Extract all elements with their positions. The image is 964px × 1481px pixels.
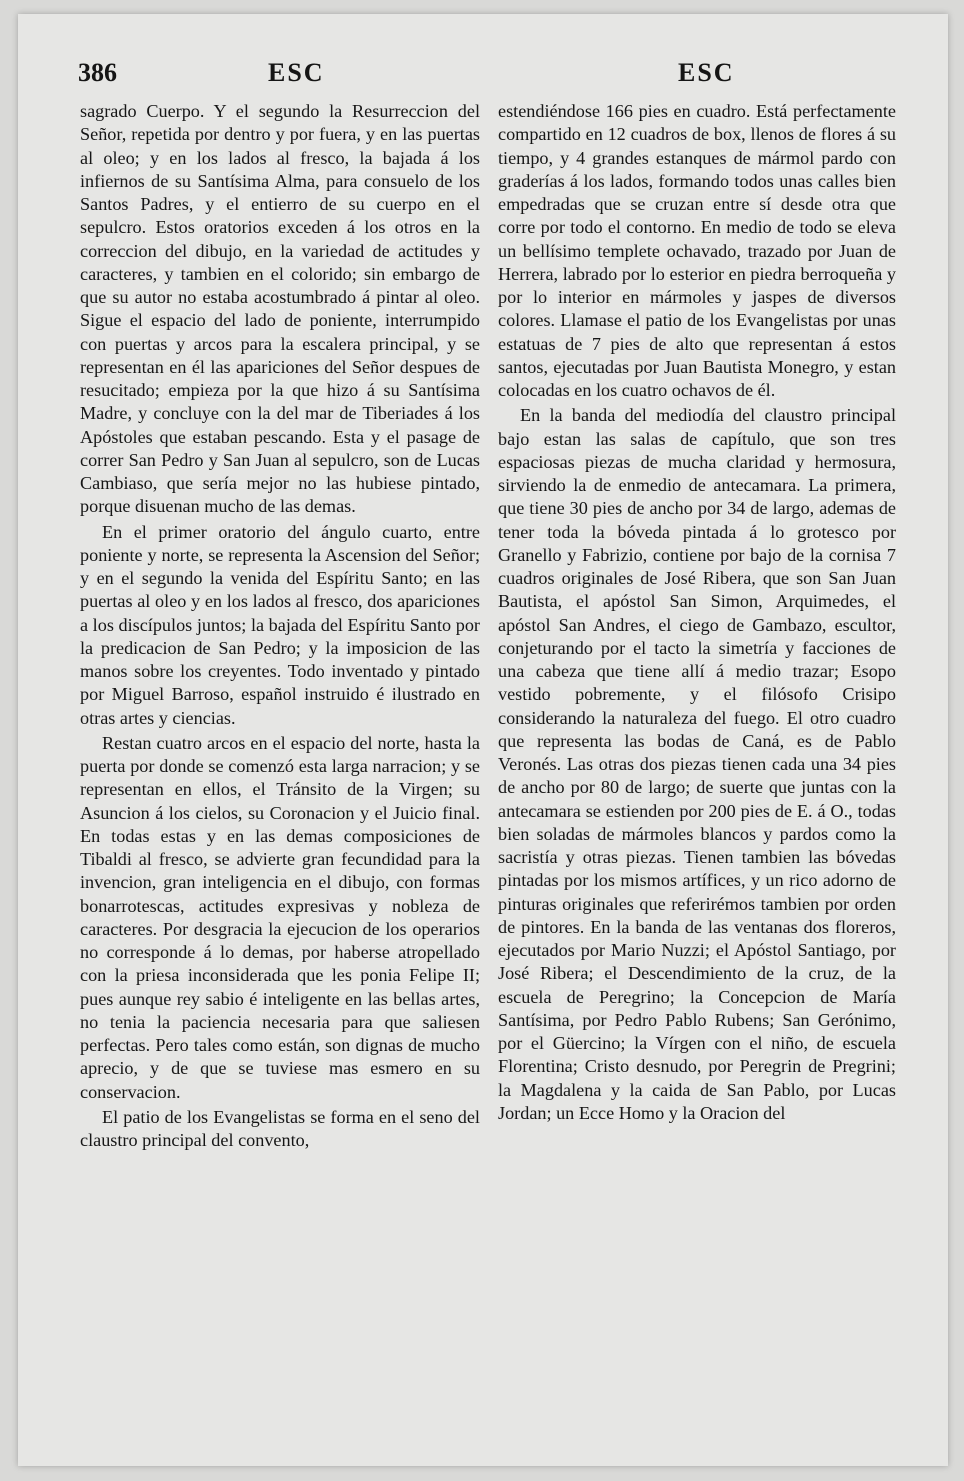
paragraph: En la banda del mediodía del claustro principal bajo estan las salas de capítulo, que son tres espaciosas piezas de mucha claridad y hermosura, sirviendo la de enmedio de antecamara. La primera, que tiene 30 pies de ancho por 34 de largo, ademas de tener toda la bóveda pintada á lo grotesco por Granello y Fabrizio, contiene por bajo de la cornisa 7 cuadros originales de José Ribera, que son San Juan Bautista, el apóstol San Simon, Arquimedes, el apóstol San Andres, el ciego de Gambazo, escultor, conjeturando por el tacto la simetría y facciones de una cabeza que tiene allí á medio trazar; Esopo vestido pobremente, y el filósofo Crisipo considerando la naturaleza del fuego. El otro cuadro que representa las bodas de Caná, es de Pablo Veronés. Las otras dos piezas tienen cada una 34 pies de ancho por 80 de largo; de suerte que juntas con la antecamara se estienden por 200 pies de E. á O., todas bien soladas de mármoles blancos y pardos como la sacristía y otras piezas. Tienen tambien las bóvedas pintadas por los mismos artífices, y un rico adorno de pinturas originales que referirémos tambien por orden de pintores. En la banda de las ventanas dos floreros, ejecutados por Mario Nuzzi; el Apóstol Santiago, por José Ribera; el Descendimiento de la cruz, de la escuela de Peregrino; la Concepcion de María Santísima, por Pedro Pablo Rubens; San Gerónimo, por el Güercino; la Vírgen con el niño, de escuela Florentina; Cristo desnudo, por Peregrin de Pregrini; la Magdalena y la caida de San Pablo, por Lucas Jordan; un Ecce Homo y la Oracion del [498, 405, 896, 1123]
running-head-right: ESC [678, 58, 735, 87]
paragraph: En el primer oratorio del ángulo cuarto, entre poniente y norte, se representa la Ascension del Señor; y en el segundo la venida del Espíritu Santo; en las puertas al oleo y en los lados al fresco, dos apariciones a los discípulos juntos; la bajada del Espíritu Santo por la predicacion de San Pedro; y la imposicion de las manos sobre los creyentes. Todo inventado y pintado por Miguel Barroso, español instruido é ilustrado en otras artes y ciencias. [80, 521, 480, 728]
right-column [498, 100, 896, 1125]
page-number: 386 [78, 58, 117, 87]
paragraph: Restan cuatro arcos en el espacio del norte, hasta la puerta por donde se comenzó esta larga narracion; y se representan en ellos, el Tránsito de la Virgen; su Asuncion á los cielos, su Coronacion y el Juicio final. En todas estas y en las demas composiciones de Tibaldi al fresco, se advierte gran fecundidad para la invencion, gran inteligencia en el dibujo, con formas bonarrotescas, actitudes expresivas y nobleza de caracteres. Por desgracia la ejecucion de los operarios no corresponde á lo demas, por haberse atropellado con la priesa inconsiderada que les ponia Felipe II; pues aunque rey sabio é inteligente en las bellas artes, no tenia la paciencia necesaria para que saliesen perfectas. Pero tales como están, son dignas de mucho aprecio, y de que se tuviese mas esmero en su conservacion. [80, 732, 480, 1102]
paragraph: sagrado Cuerpo. Y el segundo la Resurreccion del Señor, repetida por dentro y por fuera, y en las puertas al oleo; y en los lados al fresco, la bajada á los infiernos de su Santísima Alma, para consuelo de los Santos Padres, y el entierro de su cuerpo en el sepulcro. Estos oratorios exceden á los otros en la correccion del dibujo, en la variedad de actitudes y caracteres, y tambien en el colorido; sin embargo de que su autor no estaba acostumbrado á pintar al oleo. Sigue el espacio del lado de poniente, interrumpido con puertas y arcos para la escalera principal, y se representan en él las apariciones del Señor despues de resucitado; empieza por la que hizo á su Santísima Madre, y concluye con la del mar de Tiberiades á los Apóstoles que estaban pescando. Esta y el pasage de correr San Pedro y San Juan al sepulcro, son de Lucas Cambiaso, que sería mejor no las hubiese pintado, porque disuenan mucho de las demas. [80, 101, 480, 517]
book-page [18, 14, 948, 1466]
paragraph: El patio de los Evangelistas se forma en el seno del claustro principal del convento, [80, 1106, 480, 1150]
left-column [80, 100, 480, 1152]
page-header [78, 58, 888, 98]
paragraph: estendiéndose 166 pies en cuadro. Está perfectamente compartido en 12 cuadros de box, llenos de flores á su tiempo, y 4 grandes estanques de mármol pardo con graderías á los lados, formando todos unas calles bien empedradas que se cruzan entre sí desde otra que corre por todo el contorno. En medio de todo se eleva un bellísimo templete ochavado, trazado por Juan de Herrera, labrado por lo esterior en piedra berroqueña y por lo interior en mármoles y jaspes de diversos colores. Llamase el patio de los Evangelistas por unas estatuas de 7 pies de alto que representan á estos santos, ejecutadas por Juan Bautista Monegro, y estan colocadas en los cuatro ochavos de él. [498, 101, 896, 400]
running-head-left: ESC [268, 58, 325, 87]
